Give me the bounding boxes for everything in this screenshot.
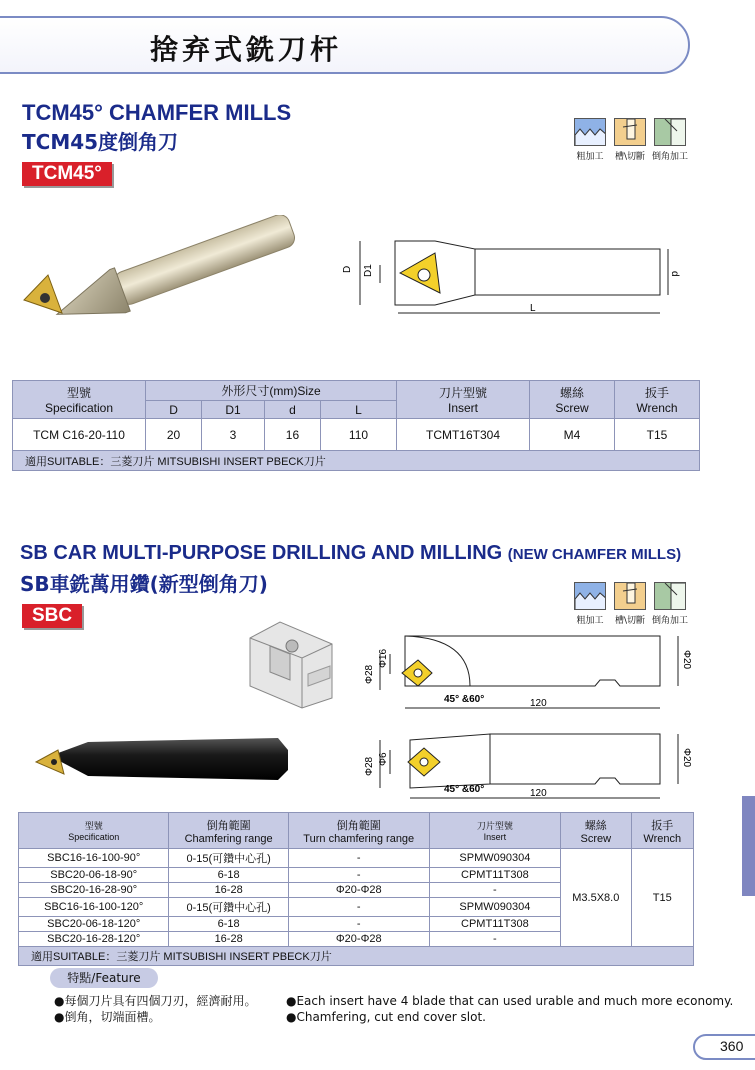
svg-text:120: 120	[530, 698, 547, 709]
svg-text:Φ20: Φ20	[681, 748, 692, 768]
table-row: TCM C16-20-110 20 3 16 110 TCMT16T304 M4 T15	[13, 419, 700, 451]
tcm45-spec-table: 型號 Specification 外形尺寸(mm)Size 刀片型號 Insert 螺絲 Screw 扳手 Wrench D D1 d L TCM C16-20-110 20 3 16 110 TCMT16T304 M4 T15 適用SUITABLE：三菱刀片 MITSUBISHI INSERT PBECK刀片	[12, 380, 700, 471]
workpiece-illustration	[240, 618, 340, 710]
roughing-icon	[574, 582, 606, 610]
dim-L: L	[530, 303, 536, 314]
side-tab-marker	[742, 796, 755, 896]
op-grooving: 槽\切斷	[613, 118, 647, 162]
dim-D: D	[342, 265, 353, 273]
op-chamfering: 倒角加工	[653, 118, 687, 162]
op-roughing: 粗加工	[573, 118, 607, 162]
table-row: SBC20-16-28-90° 16-28 Φ20-Φ28 -	[19, 883, 694, 898]
section2-operations: 粗加工 槽\切斷 倒角加工	[573, 582, 687, 626]
section1-badge: TCM45°	[22, 162, 112, 186]
section2-title-en: SB CAR MULTI-PURPOSE DRILLING AND MILLING (NEW CHAMFER MILLS)	[20, 542, 682, 564]
page-title: 捨弃式銑刀杆	[150, 33, 343, 66]
sbc-drawing-120	[360, 730, 700, 804]
sbc-spec-table: 型號 Specification 倒角範圍 Chamfering range 倒角範圍 Turn chamfering range 刀片型號 Insert 螺絲 Screw 扳手 Wrench SBC16-16-100-90° 0-15(可鑽中心孔) - SPMW090304 M3.5X8.0 T15 SBC20-06-18-90° 6-18 - CPMT11T308 SBC20-16-28-90° 16-28 Φ20-Φ28 - SBC16-16-100-120° 0-15(可鑽中心孔) - SPMW090304 SBC20-06-18-120° 6-18 - CPMT11T308 SBC20-16-28-120° 16-28 Φ20-Φ28 - 適用SUITABLE：三菱刀片 MITSUBISHI INSERT PBECK刀片	[18, 812, 694, 966]
page-number: 360	[720, 1038, 744, 1054]
table-row: SBC20-16-28-120° 16-28 Φ20-Φ28 -	[19, 932, 694, 947]
tcm45-technical-drawing	[340, 235, 680, 325]
table-row: SBC16-16-100-120° 0-15(可鑽中心孔) - SPMW090304	[19, 898, 694, 917]
table-note: 適用SUITABLE：三菱刀片 MITSUBISHI INSERT PBECK刀片	[13, 451, 700, 471]
sbc-drawing-90	[360, 628, 700, 718]
svg-text:Φ28: Φ28	[364, 756, 375, 776]
features-en: ●Each insert have 4 blade that can used urable and much more economy. ●Chamfering, cut end cover slot.	[286, 994, 734, 1024]
chamfering-icon	[654, 118, 686, 146]
table-note: 適用SUITABLE：三菱刀片 MITSUBISHI INSERT PBECK刀片	[19, 947, 694, 966]
table-row: SBC16-16-100-90° 0-15(可鑽中心孔) - SPMW090304 M3.5X8.0 T15	[19, 849, 694, 868]
tcm45-tool-photo	[20, 215, 310, 340]
svg-text:Φ6: Φ6	[378, 752, 389, 766]
section2-badge: SBC	[22, 604, 82, 628]
chamfering-icon	[654, 582, 686, 610]
roughing-icon	[574, 118, 606, 146]
svg-text:120: 120	[530, 788, 547, 799]
section1-title-en: TCM45° CHAMFER MILLS	[22, 100, 292, 125]
section1-operations	[573, 118, 687, 162]
sbc-tool-photo	[30, 728, 292, 788]
svg-text:45° &60°: 45° &60°	[444, 694, 485, 705]
svg-text:Φ16: Φ16	[378, 648, 389, 668]
section1-title-zh: TCM45度倒角刀	[22, 130, 179, 154]
features-zh: ●每個刀片具有四個刀刃，經濟耐用。 ●倒角，切端面槽。	[54, 994, 257, 1024]
table-row: SBC20-06-18-90° 6-18 - CPMT11T308	[19, 868, 694, 883]
dim-D1: D1	[363, 264, 374, 277]
svg-text:Φ20: Φ20	[681, 650, 692, 670]
feature-tag: 特點/Feature	[50, 968, 158, 988]
grooving-icon	[614, 582, 646, 610]
grooving-icon	[614, 118, 646, 146]
svg-text:45° &60°: 45° &60°	[444, 784, 485, 795]
header-tab	[0, 16, 690, 74]
section2-title-zh: SB車銑萬用鑽(新型倒角刀)	[20, 572, 268, 596]
dim-d: d	[669, 271, 680, 277]
svg-text:Φ28: Φ28	[364, 664, 375, 684]
table-row: SBC20-06-18-120° 6-18 - CPMT11T308	[19, 917, 694, 932]
